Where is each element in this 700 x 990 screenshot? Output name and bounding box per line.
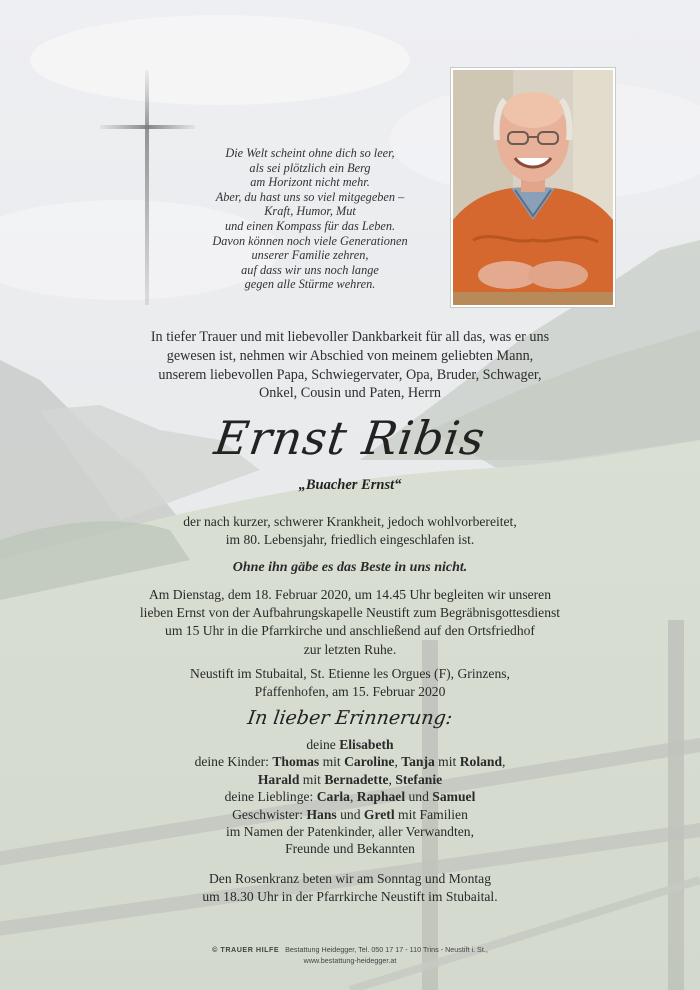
poem-line: auf dass wir uns noch lange	[241, 262, 379, 277]
intro-text	[100, 328, 600, 403]
mourner-line-siblings: Geschwister: Hans und Gretl mit Familien	[232, 806, 468, 822]
deceased-nickname: „Buacher Ernst“	[298, 477, 402, 493]
footer-line	[150, 955, 550, 966]
footer	[150, 944, 550, 966]
date-line: Pfaffenhofen, am 15. Februar 2020	[254, 684, 446, 699]
mourner-line-children: deine Kinder: Thomas mit Caroline, Tanja mit Roland,	[194, 754, 506, 770]
rosary-info	[110, 870, 590, 906]
company-info: Bestattung Heidegger, Tel. 050 17 17 - 110 Trins - Neustift i. St.,	[285, 945, 488, 954]
mourner-line-children-2: Harald mit Bernadette, Stefanie	[257, 771, 443, 787]
mourner-line-grandchildren: deine Lieblinge: Carla, Raphael und Samuel	[224, 789, 476, 805]
poem-line: gegen alle Stürme wehren.	[244, 277, 376, 292]
place-line: Neustift im Stubaital, St. Etienne les Orgues (F), Grinzens,	[190, 666, 510, 681]
intro-line: In tiefer Trauer und mit liebevoller Dankbarkeit für all das, was er uns	[150, 329, 550, 345]
place-and-date	[120, 665, 580, 701]
intro-line: unserem liebevollen Papa, Schwiegervater, Opa, Bruder, Schwager,	[158, 366, 542, 383]
poem-line: Kraft, Humor, Mut	[264, 204, 356, 219]
intro-line: gewesen ist, nehmen wir Abschied von meinem geliebten Mann,	[166, 347, 534, 364]
passing-line: im 80. Lebensjahr, friedlich eingeschlafen ist.	[225, 532, 475, 547]
intro-line: Onkel, Cousin und Paten, Herrn	[258, 385, 442, 402]
footer-line	[150, 944, 550, 955]
poem-line: Davon können noch viele Generationen	[212, 233, 408, 248]
website-link[interactable]: www.bestattung-heidegger.at	[303, 956, 397, 965]
mourners-list	[100, 736, 600, 858]
memory-heading: In lieber Erinnerung:	[246, 707, 454, 729]
motto: Ohne ihn gäbe es das Beste in uns nicht.	[232, 560, 468, 575]
poem	[160, 146, 460, 292]
funeral-line: um 15 Uhr in die Pfarrkirche und anschließend auf den Ortsfriedhof	[165, 623, 535, 639]
passing-line: der nach kurzer, schwerer Krankheit, jedoch wohlvorbereitet,	[183, 514, 517, 529]
portrait-photo	[450, 67, 616, 308]
funeral-line: Am Dienstag, dem 18. Februar 2020, um 14.45 Uhr begleiten wir unseren	[148, 587, 552, 602]
passing-text	[120, 513, 580, 549]
rosary-line: Den Rosenkranz beten wir am Sonntag und Montag	[208, 871, 491, 886]
funeral-line: zur letzten Ruhe.	[303, 641, 397, 657]
poem-line: am Horizont nicht mehr.	[250, 175, 370, 190]
poem-line: Die Welt scheint ohne dich so leer,	[225, 146, 395, 160]
brand-logo: © TRAUER HILFE	[212, 945, 280, 954]
mourner-line-wife: deine Elisabeth	[306, 737, 394, 752]
funeral-line: lieben Ernst von der Aufbahrungskapelle Neustift zum Begräbnisgottesdienst	[139, 605, 561, 621]
portrait-image	[453, 70, 613, 305]
poem-line: unserer Familie zehren,	[251, 248, 369, 263]
poem-line: als sei plötzlich ein Berg	[249, 160, 371, 175]
poem-line: und einen Kompass für das Leben.	[224, 218, 396, 233]
mourner-line-friends: Freunde und Bekannten	[285, 841, 415, 857]
poem-line: Aber, du hast uns so viel mitgegeben –	[215, 189, 405, 204]
funeral-details	[100, 586, 600, 659]
deceased-name: Ernst Ribis	[211, 411, 489, 465]
mourner-line-godchildren: im Namen der Patenkinder, aller Verwandten,	[226, 824, 474, 840]
rosary-line: um 18.30 Uhr in der Pfarrkirche Neustift im Stubaital.	[202, 889, 498, 904]
